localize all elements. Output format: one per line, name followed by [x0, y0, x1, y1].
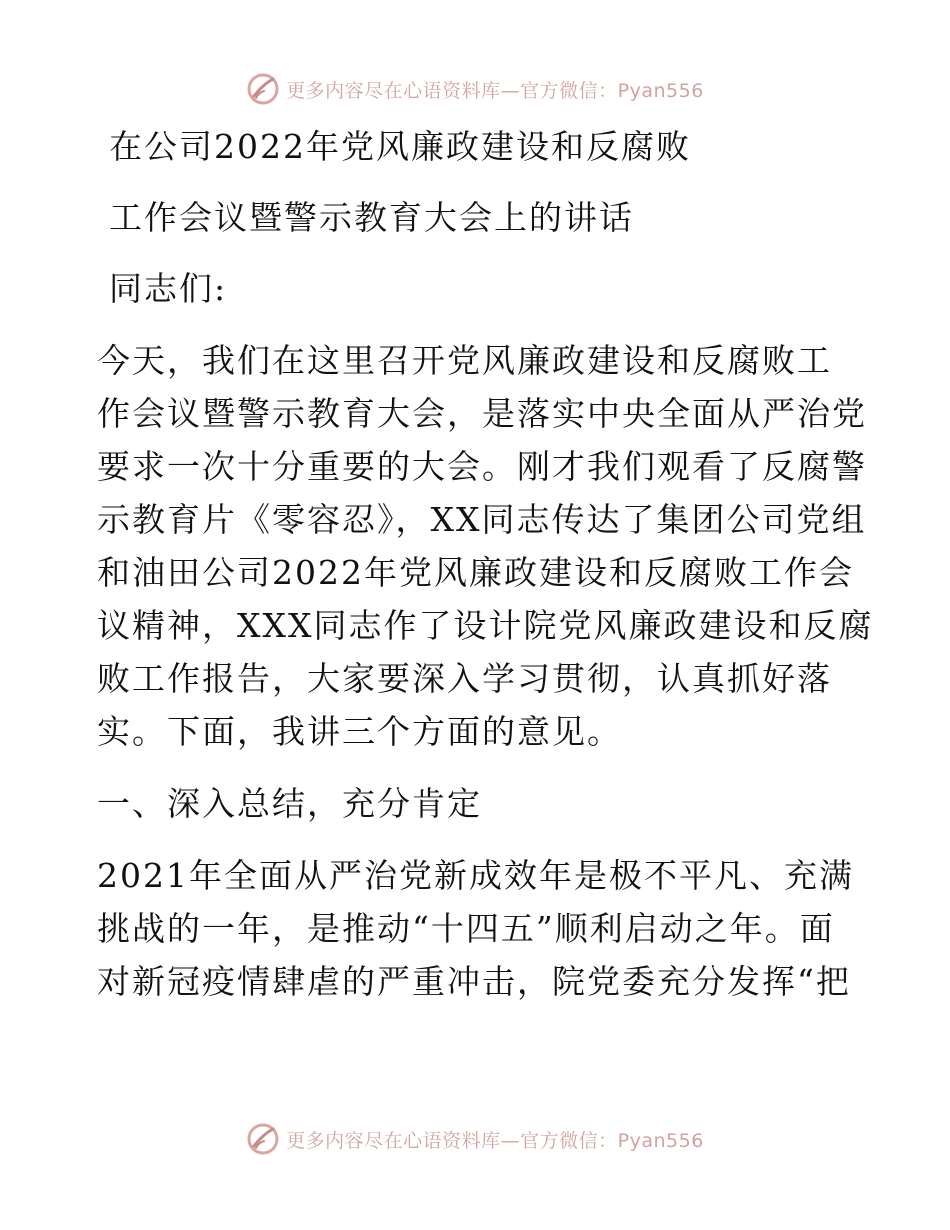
paragraph-line: 今天，我们在这里召开党风廉政建设和反腐败工	[97, 341, 832, 380]
brush-logo-icon	[246, 1122, 280, 1156]
brush-logo-icon	[246, 72, 280, 106]
salutation: 同志们:	[109, 269, 228, 308]
header-watermark	[0, 72, 950, 106]
paragraph-line: 作会议暨警示教育大会，是落实中央全面从严治党	[97, 394, 867, 433]
section-heading	[97, 777, 857, 830]
paragraph-line: 要求一次十分重要的大会。刚才我们观看了反腐警	[97, 447, 867, 486]
title-line-1: 在公司2022年党风廉政建设和反腐败	[109, 127, 691, 166]
paragraph-line: 挑战的一年，是推动“十四五”顺利启动之年。面	[97, 909, 835, 948]
title-line-2: 工作会议暨警示教育大会上的讲话	[109, 198, 634, 237]
section-heading-text: 一、深入总结，充分肯定	[97, 784, 482, 823]
paragraph-line: 和油田公司2022年党风廉政建设和反腐败工作会	[97, 553, 854, 592]
watermark-text: 更多内容尽在心语资料库—官方微信：Pyan556	[286, 1129, 704, 1152]
paragraph-1	[97, 334, 874, 758]
paragraph-line: 议精神，XXX同志作了设计院党风廉政建设和反腐	[97, 606, 874, 645]
paragraph-line: 示教育片《零容忍》，XX同志传达了集团公司党组	[97, 500, 867, 539]
paragraph-line: 实。下面，我讲三个方面的意见。	[97, 712, 622, 751]
footer-watermark	[0, 1122, 950, 1156]
document-body	[97, 120, 874, 1008]
watermark-text: 更多内容尽在心语资料库—官方微信：Pyan556	[286, 79, 704, 102]
paragraph-2	[97, 849, 857, 1008]
paragraph-line: 对新冠疫情肆虐的严重冲击，院党委充分发挥“把	[97, 962, 851, 1001]
paragraph-line: 败工作报告，大家要深入学习贯彻，认真抓好落	[97, 659, 832, 698]
paragraph-line: 2021年全面从严治党新成效年是极不平凡、充满	[97, 856, 854, 895]
